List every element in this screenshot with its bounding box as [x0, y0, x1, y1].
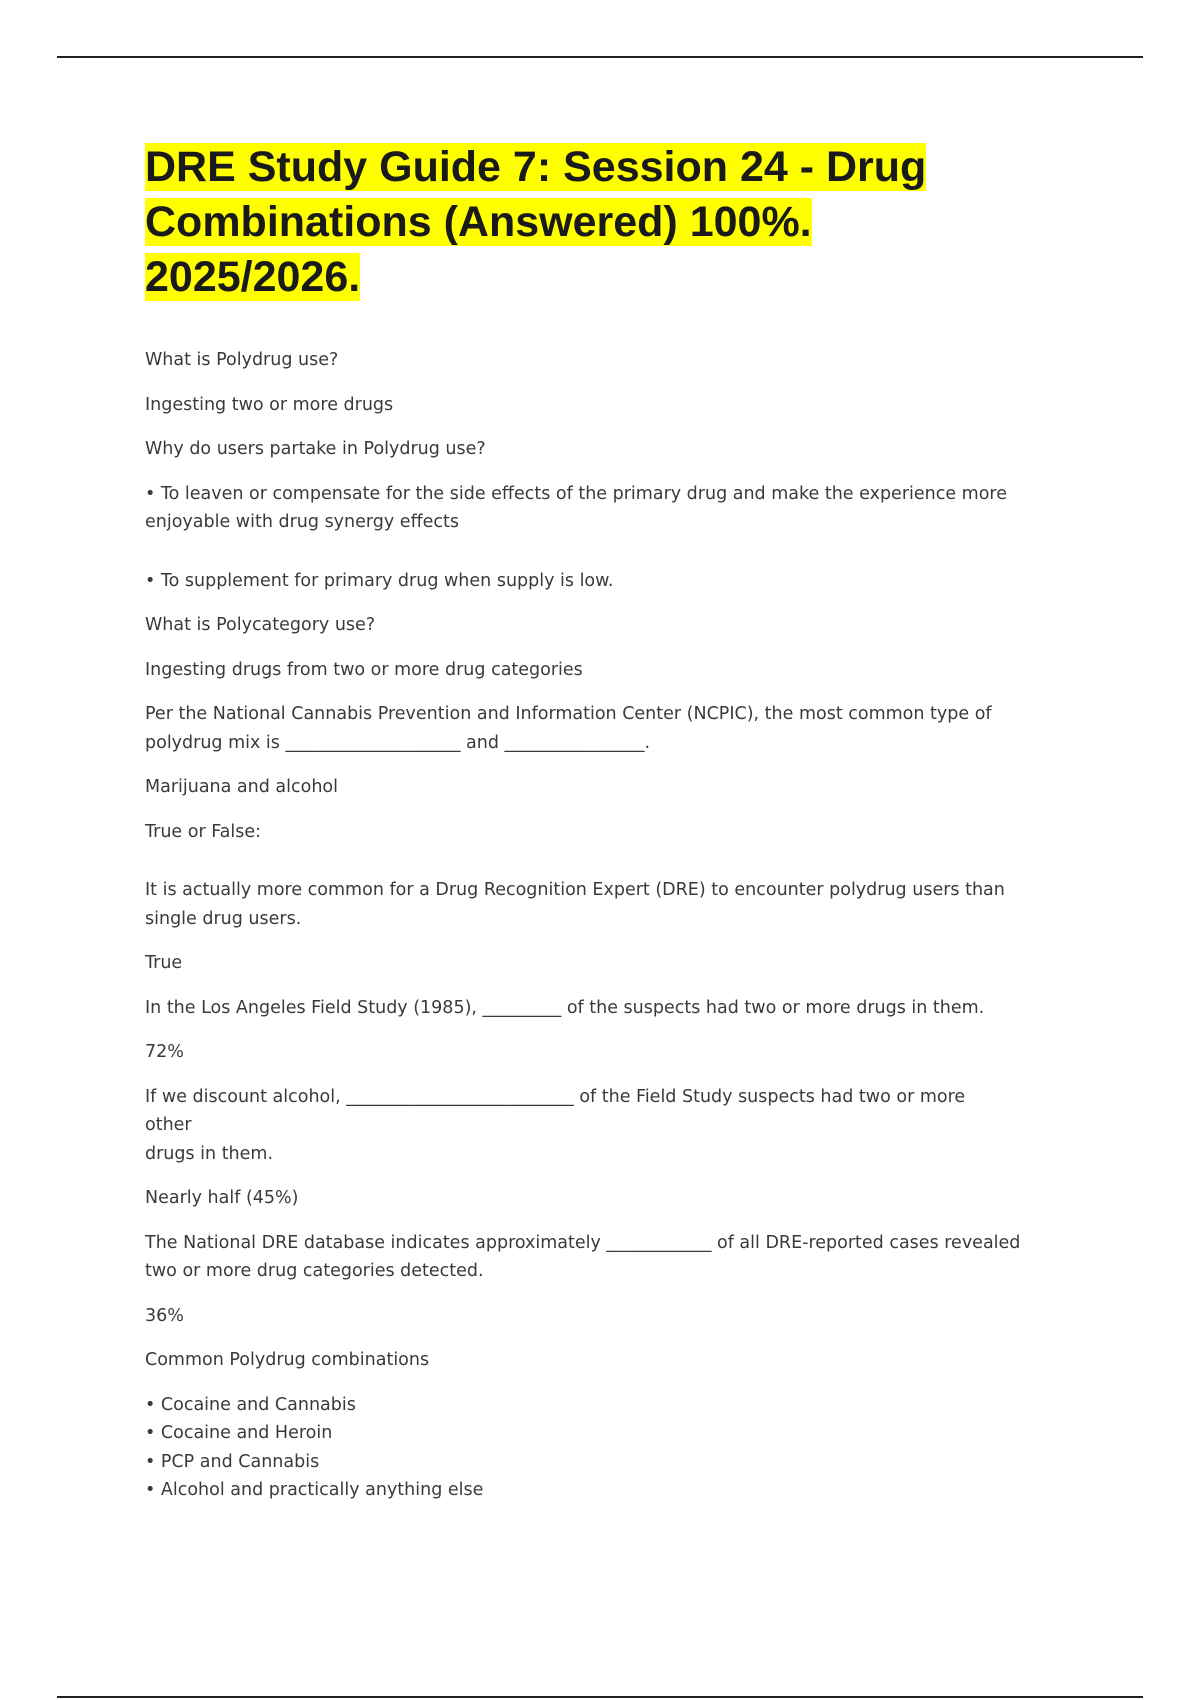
qa-content [145, 346, 1030, 1505]
document-body [145, 140, 1030, 1521]
bottom-divider [57, 1696, 1143, 1698]
paragraph-line: drugs in them. [145, 1143, 274, 1164]
paragraph: It is actually more common for a Drug Recognition Expert (DRE) to encounter polydrug users than single drug users. [145, 880, 1005, 929]
list-item: • PCP and Cannabis [145, 1448, 1030, 1477]
list-item: • Cocaine and Cannabis [145, 1391, 1030, 1420]
list-item: • Cocaine and Heroin [145, 1419, 1030, 1448]
paragraph: What is Polydrug use? [145, 350, 339, 370]
top-divider [57, 56, 1143, 58]
paragraph: True or False: [145, 821, 262, 842]
title-highlight: DRE Study Guide 7: Session 24 - Drug Combinations (Answered) 100%. 2025/2026. [145, 143, 927, 301]
paragraph: True [145, 953, 183, 973]
paragraph: What is Polycategory use? [145, 615, 376, 635]
paragraph: In the Los Angeles Field Study (1985), _________ of the suspects had two or more drugs in them. [145, 997, 985, 1018]
paragraph [145, 1083, 1030, 1169]
paragraph-line: other [145, 1115, 192, 1135]
paragraph-line: If we discount alcohol, __________________________ of the Field Study suspects had two or more [145, 1086, 966, 1107]
paragraph: • To supplement for primary drug when supply is low. [145, 570, 614, 591]
document-title [145, 140, 1030, 305]
paragraph: Marijuana and alcohol [145, 777, 338, 797]
paragraph: Common Polydrug combinations [145, 1350, 430, 1370]
paragraph: Ingesting drugs from two or more drug categories [145, 659, 583, 680]
paragraph: 72% [145, 1042, 184, 1062]
paragraph: The National DRE database indicates approximately ____________ of all DRE-reported cases revealed two or more drug categories detected. [145, 1232, 1021, 1281]
paragraph: Ingesting two or more drugs [145, 394, 394, 415]
paragraph: Nearly half (45%) [145, 1188, 299, 1208]
paragraph: Why do users partake in Polydrug use? [145, 439, 486, 459]
paragraph: • To leaven or compensate for the side effects of the primary drug and make the experience more enjoyable with drug synergy effects [145, 483, 1008, 532]
paragraph: 36% [145, 1305, 184, 1326]
list-item: • Alcohol and practically anything else [145, 1476, 1030, 1505]
paragraph: Per the National Cannabis Prevention and Information Center (NCPIC), the most common type of polydrug mix is ____________________ and ________________. [145, 704, 992, 753]
combination-list [145, 1391, 1030, 1505]
